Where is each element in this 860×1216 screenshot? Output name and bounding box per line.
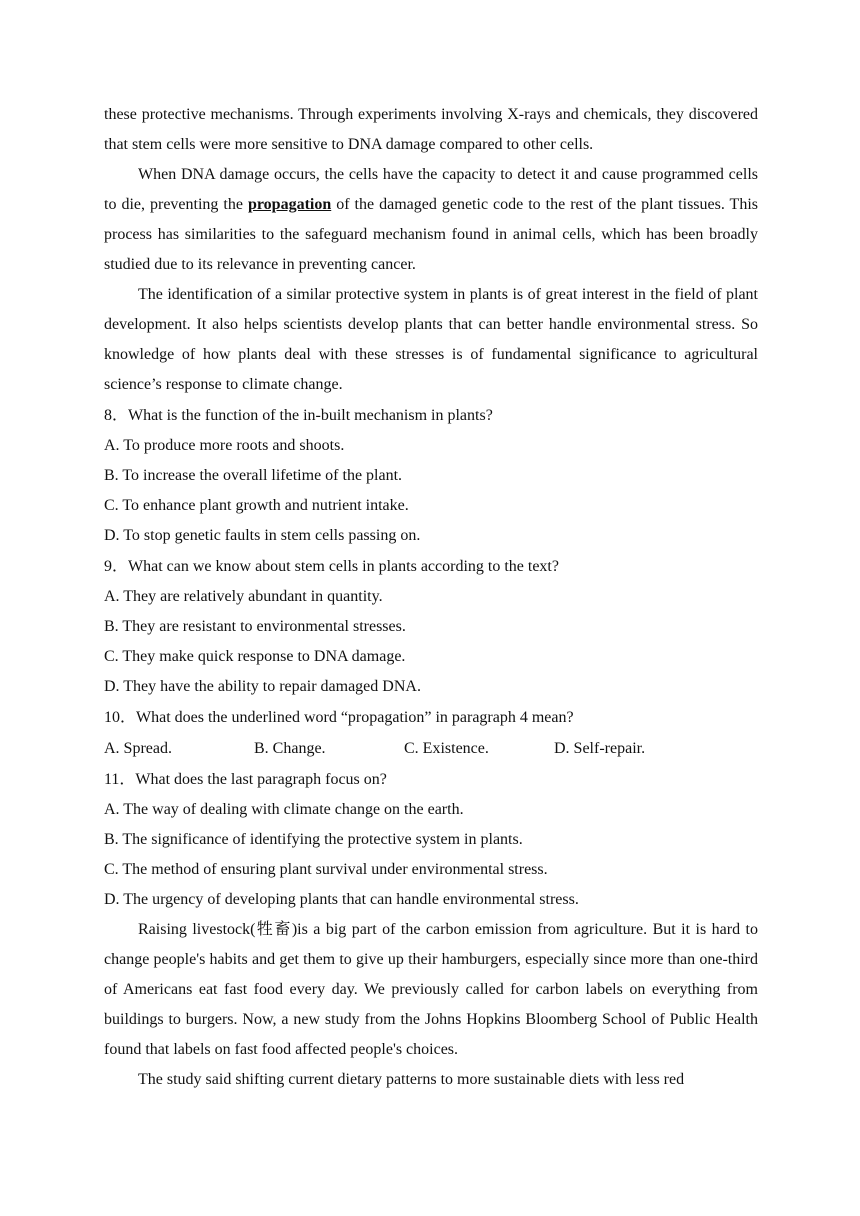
question-10-stem: 10．What does the underlined word “propagation” in paragraph 4 mean?: [104, 709, 574, 726]
question-9-option-a: A. They are relatively abundant in quantity.: [104, 588, 383, 605]
question-11-stem: 11．What does the last paragraph focus on?: [104, 771, 387, 788]
question-11-option-c: C. The method of ensuring plant survival under environmental stress.: [104, 861, 548, 878]
document-body: [104, 100, 758, 1095]
paragraph-text: When DNA damage occurs, the cells have the capacity to detect it and cause programmed cells to die, preventing the: [104, 166, 758, 213]
question-9-option-c: C. They make quick response to DNA damage.: [104, 648, 406, 665]
question-8-stem: 8．What is the function of the in-built mechanism in plants?: [104, 407, 493, 424]
question-9-stem: 9．What can we know about stem cells in plants according to the text?: [104, 558, 559, 575]
question-11-option-d: D. The urgency of developing plants that can handle environmental stress.: [104, 891, 579, 908]
passage-b-paragraph-1: Raising livestock(牲畜)is a big part of the carbon emission from agriculture. But it is hard to change people's habits and get them to give up their hamburgers, especially since more than one-third of Americans eat fast food every day. We previously called for carbon labels on everything from buildings to burgers. Now, a new study from the Johns Hopkins Bloomberg School of Public Health found that labels on fast food affected people's choices.: [104, 921, 758, 1058]
question-11-option-a: A. The way of dealing with climate change on the earth.: [104, 801, 464, 818]
passage-a-paragraph-3: The identification of a similar protective system in plants is of great interest in the field of plant development. It also helps scientists develop plants that can better handle environmental stress. So knowledge of how plants deal with these stresses is of fundamental significance to agricultural science’s response to climate change.: [104, 286, 758, 393]
question-8-option-b: B. To increase the overall lifetime of the plant.: [104, 467, 403, 484]
question-10-option-c: C. Existence.: [404, 740, 489, 757]
paragraph-text: of the damaged genetic code to the rest of the plant tissues. This process has similarities to the safeguard mechanism found in animal cells, which has been broadly studied due to its relevance in preventing cancer.: [104, 196, 758, 273]
question-10-options: [104, 733, 758, 764]
passage-a-paragraph-2: [104, 160, 758, 280]
question-10-option-b: B. Change.: [254, 740, 326, 757]
question-8-option-c: C. To enhance plant growth and nutrient intake.: [104, 497, 409, 514]
underlined-word: propagation: [247, 196, 332, 213]
question-10-option-d: D. Self-repair.: [554, 740, 646, 757]
question-9-option-d: D. They have the ability to repair damaged DNA.: [104, 678, 421, 695]
passage-b-paragraph-2: The study said shifting current dietary patterns to more sustainable diets with less red: [138, 1071, 685, 1088]
question-11-option-b: B. The significance of identifying the protective system in plants.: [104, 831, 523, 848]
question-8-option-a: A. To produce more roots and shoots.: [104, 437, 345, 454]
question-8-option-d: D. To stop genetic faults in stem cells passing on.: [104, 527, 421, 544]
question-9-option-b: B. They are resistant to environmental stresses.: [104, 618, 406, 635]
passage-a-paragraph-1: these protective mechanisms. Through experiments involving X-rays and chemicals, they discovered that stem cells were more sensitive to DNA damage compared to other cells.: [104, 106, 758, 153]
question-10-option-a: A. Spread.: [104, 740, 172, 757]
